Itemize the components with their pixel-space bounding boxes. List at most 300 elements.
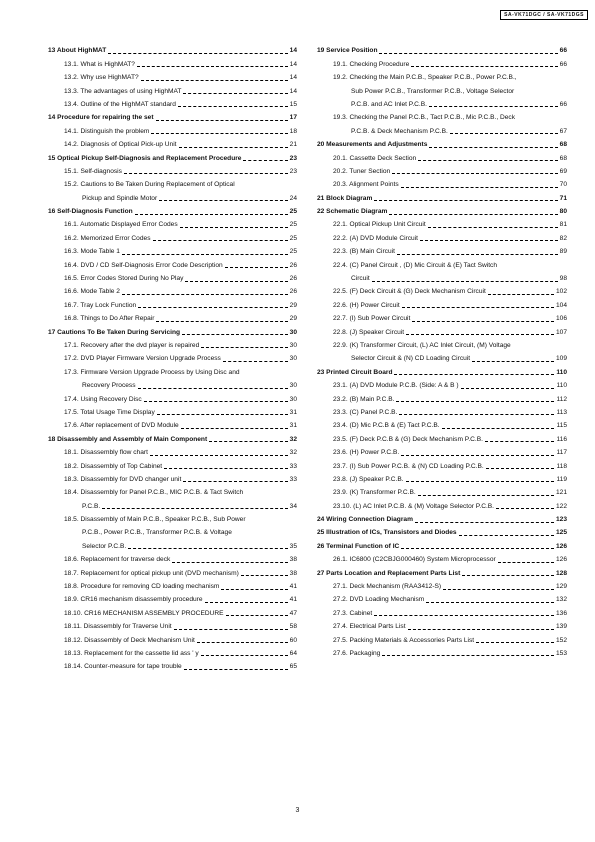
toc-subsection-entry[interactable]: [317, 82, 567, 95]
toc-entry-label: 23.5. (F) Deck P.C.B & (G) Deck Mechanism P.C.B.: [333, 435, 483, 443]
toc-page-number: 128: [555, 569, 567, 577]
toc-entry-label: 13.2. Why use HighMAT?: [64, 74, 139, 82]
toc-leader-line: [225, 267, 288, 268]
toc-entry-label: 18.5. Disassembly of Main P.C.B., Speaker P.C.B., Sub Power: [64, 516, 246, 524]
toc-subsection-entry[interactable]: [317, 55, 567, 68]
toc-entry-label: 27.2. DVD Loading Mechanism: [333, 596, 425, 604]
toc-subsection-entry[interactable]: [317, 350, 567, 363]
toc-page-number: 34: [289, 502, 297, 510]
toc-page-number: 58: [289, 623, 297, 631]
toc-entry-label: 15 Optical Pickup Self-Diagnosis and Replacement Procedure: [48, 154, 242, 162]
toc-entry-label: 19.3. Checking the Panel P.C.B., Tact P.C.B., Mic P.C.B., Deck: [333, 114, 516, 122]
toc-entry-label: 18.11. Disassembly for Traverse Unit: [64, 623, 172, 631]
toc-leader-line: [153, 240, 288, 241]
toc-subsection-entry[interactable]: [48, 377, 297, 390]
toc-subsection-entry[interactable]: [48, 497, 297, 510]
toc-page-number: 33: [289, 475, 297, 483]
toc-subsection-entry[interactable]: [48, 578, 297, 591]
toc-entry-label: 21 Block Diagram: [317, 194, 373, 202]
toc-leader-line: [488, 294, 554, 295]
toc-leader-line: [374, 615, 554, 616]
toc-leader-line: [429, 147, 557, 148]
toc-page-number: 35: [289, 542, 297, 550]
toc-entry-label: 18.1. Disassembly flow chart: [64, 449, 148, 457]
toc-entry-label: Sub Power P.C.B., Transformer P.C.B., Voltage Selector: [351, 87, 515, 95]
toc-entry-label: 18.6. Replacement for traverse deck: [64, 556, 171, 564]
toc-page-number: 104: [555, 301, 567, 309]
toc-section-entry[interactable]: [48, 42, 297, 55]
toc-leader-line: [138, 388, 288, 389]
toc-subsection-entry[interactable]: [48, 551, 297, 564]
toc-page-number: 112: [556, 395, 567, 403]
toc-page-number: 23: [289, 154, 297, 162]
toc-subsection-entry[interactable]: [317, 390, 567, 403]
toc-leader-line: [411, 66, 557, 67]
toc-subsection-entry[interactable]: [48, 350, 297, 363]
toc-page-number: 68: [559, 154, 567, 162]
toc-leader-line: [429, 106, 558, 107]
toc-page-number: 38: [289, 556, 297, 564]
toc-entry-label: 13 About HighMAT: [48, 47, 107, 55]
toc-page-number: 26: [289, 275, 297, 283]
toc-subsection-entry[interactable]: [317, 176, 567, 189]
toc-subsection-entry[interactable]: [317, 645, 567, 658]
toc-page-number: 126: [555, 556, 567, 564]
toc-leader-line: [476, 642, 554, 643]
toc-leader-line: [442, 428, 555, 429]
toc-entry-label: Selector P.C.B.: [82, 542, 127, 550]
toc-section-entry[interactable]: [48, 430, 297, 443]
toc-entry-label: 15.1. Self-diagnosis: [64, 167, 122, 175]
toc-section-entry[interactable]: [48, 109, 297, 122]
toc-leader-line: [183, 93, 287, 94]
toc-page-number: 33: [289, 462, 297, 470]
toc-subsection-entry[interactable]: [48, 163, 297, 176]
toc-subsection-entry[interactable]: [48, 270, 297, 283]
toc-page-number: 117: [556, 449, 567, 457]
toc-page-number: 98: [559, 275, 567, 283]
toc-entry-label: 22.5. (F) Deck Circuit & (G) Deck Mechanism Circuit: [333, 288, 486, 296]
toc-subsection-entry[interactable]: [48, 631, 297, 644]
toc-subsection-entry[interactable]: [317, 417, 567, 430]
toc-subsection-entry[interactable]: [317, 591, 567, 604]
toc-entry-label: 22.3. (B) Main Circuit: [333, 248, 395, 256]
toc-entry-label: 27.6. Packaging: [333, 649, 381, 657]
toc-entry-label: 20.3. Alignment Points: [333, 181, 399, 189]
toc-section-entry[interactable]: [317, 189, 567, 202]
toc-page-number: 65: [289, 663, 297, 671]
toc-entry-label: 16.4. DVD / CD Self-Diagnosis Error Code Description: [64, 261, 223, 269]
toc-subsection-entry[interactable]: [48, 96, 297, 109]
toc-subsection-entry[interactable]: [48, 82, 297, 95]
toc-subsection-entry[interactable]: [317, 404, 567, 417]
toc-subsection-entry[interactable]: [317, 310, 567, 323]
toc-entry-label: 23.6. (H) Power P.C.B.: [333, 449, 400, 457]
toc-subsection-entry[interactable]: [48, 658, 297, 671]
toc-page-number: 24: [289, 194, 297, 202]
toc-subsection-entry[interactable]: [48, 310, 297, 323]
toc-leader-line: [401, 548, 554, 549]
toc-page-number: 23: [289, 167, 297, 175]
toc-leader-line: [178, 106, 288, 107]
toc-leader-line: [102, 508, 287, 509]
toc-page-number: 29: [289, 315, 297, 323]
toc-leader-line: [174, 629, 288, 630]
toc-subsection-entry[interactable]: [48, 136, 297, 149]
toc-page-number: 110: [556, 382, 567, 390]
toc-entry-label: 18.4. Disassembly for Panel P.C.B., MIC P.C.B. & Tact Switch: [64, 489, 244, 497]
toc-entry-label: 22.4. (C) Panel Circuit , (D) Mic Circuit & (E) Tact Switch: [333, 261, 498, 269]
toc-page-number: 18: [289, 127, 297, 135]
toc-subsection-entry[interactable]: [317, 337, 567, 350]
toc-leader-line: [462, 575, 554, 576]
toc-entry-label: 19.1. Checking Procedure: [333, 60, 410, 68]
toc-entry-label: 13.4. Outline of the HighMAT standard: [64, 100, 176, 108]
toc-entry-label: 13.1. What is HighMAT?: [64, 60, 135, 68]
toc-entry-label: 18.9. CR16 mechanism disassembly procedure: [64, 596, 203, 604]
toc-page-number: 32: [289, 449, 297, 457]
toc-leader-line: [396, 401, 554, 402]
toc-subsection-entry[interactable]: [48, 404, 297, 417]
toc-leader-line: [406, 334, 554, 335]
toc-page-number: 14: [289, 87, 297, 95]
toc-page-number: 17: [289, 114, 297, 122]
toc-subsection-entry[interactable]: [317, 109, 567, 122]
toc-entry-label: 17.1. Recovery after the dvd player is repaired: [64, 341, 200, 349]
toc-page-number: 14: [289, 47, 297, 55]
toc-leader-line: [496, 508, 554, 509]
toc-page-number: 110: [556, 368, 567, 376]
toc-page-number: 153: [555, 649, 567, 657]
toc-subsection-entry[interactable]: [317, 618, 567, 631]
toc-subsection-entry[interactable]: [48, 618, 297, 631]
toc-entry-label: 27.4. Electrical Parts List: [333, 623, 406, 631]
toc-entry-label: 16.7. Tray Lock Function: [64, 301, 137, 309]
toc-page-number: 109: [555, 355, 567, 363]
toc-page-number: 38: [289, 569, 297, 577]
toc-subsection-entry[interactable]: [317, 484, 567, 497]
toc-leader-line: [144, 401, 288, 402]
toc-page-number: 26: [289, 261, 297, 269]
toc-subsection-entry[interactable]: [48, 69, 297, 82]
toc-entry-label: 18.12. Disassembly of Deck Mechanism Unit: [64, 636, 195, 644]
toc-subsection-entry[interactable]: [48, 604, 297, 617]
toc-entry-label: 15.2. Cautions to Be Taken During Replacement of Optical: [64, 181, 235, 189]
toc-leader-line: [450, 133, 558, 134]
toc-subsection-entry[interactable]: [317, 163, 567, 176]
toc-section-entry[interactable]: [48, 323, 297, 336]
toc-subsection-entry[interactable]: [48, 457, 297, 470]
toc-entry-label: 22.9. (K) Transformer Circuit, (L) AC Inlet Circuit, (M) Voltage: [333, 341, 511, 349]
toc-entry-label: 17 Cautions To Be Taken During Servicing: [48, 328, 181, 336]
toc-leader-line: [181, 428, 288, 429]
toc-page-number: 125: [555, 529, 567, 537]
toc-subsection-entry[interactable]: [48, 176, 297, 189]
toc-subsection-entry[interactable]: [317, 149, 567, 162]
toc-leader-line: [379, 53, 557, 54]
toc-subsection-entry[interactable]: [317, 270, 567, 283]
toc-page-number: 30: [289, 341, 297, 349]
toc-section-entry[interactable]: [317, 42, 567, 55]
toc-leader-line: [401, 187, 558, 188]
toc-subsection-entry[interactable]: [48, 296, 297, 309]
toc-page-number: 121: [555, 489, 567, 497]
toc-subsection-entry[interactable]: [48, 524, 297, 537]
toc-page-number: 31: [289, 408, 297, 416]
toc-entry-label: 22 Schematic Diagram: [317, 208, 388, 216]
toc-subsection-entry[interactable]: [317, 283, 567, 296]
toc-leader-line: [498, 562, 554, 563]
toc-leader-line: [443, 589, 554, 590]
toc-leader-line: [406, 481, 555, 482]
toc-subsection-entry[interactable]: [317, 551, 567, 564]
toc-leader-line: [412, 321, 554, 322]
toc-subsection-entry[interactable]: [317, 69, 567, 82]
toc-entry-label: 18.14. Counter-measure for tape trouble: [64, 663, 182, 671]
toc-leader-line: [382, 655, 554, 656]
toc-page-number: 66: [559, 60, 567, 68]
toc-leader-line: [184, 669, 288, 670]
toc-page-number: 123: [555, 516, 567, 524]
toc-entry-label: 17.2. DVD Player Firmware Version Upgrade Process: [64, 355, 221, 363]
toc-entry-label: P.C.B., Power P.C.B., Transformer P.C.B. & Voltage: [82, 529, 232, 537]
toc-page-number: 119: [556, 475, 567, 483]
toc-entry-label: 18 Disassembly and Assembly of Main Component: [48, 435, 208, 443]
toc-page-number: 89: [559, 248, 567, 256]
toc-leader-line: [137, 66, 288, 67]
toc-subsection-entry[interactable]: [317, 229, 567, 242]
toc-subsection-entry[interactable]: [317, 604, 567, 617]
toc-leader-line: [124, 173, 288, 174]
toc-page-number: 113: [556, 408, 567, 416]
toc-subsection-entry[interactable]: [317, 430, 567, 443]
toc-leader-line: [183, 481, 287, 482]
toc-section-entry[interactable]: [317, 136, 567, 149]
toc-subsection-entry[interactable]: [48, 229, 297, 242]
toc-page-number: 25: [289, 208, 297, 216]
toc-section-entry[interactable]: [317, 524, 567, 537]
toc-subsection-entry[interactable]: [48, 216, 297, 229]
toc-entry-label: 22.1. Optical Pickup Unit Circuit: [333, 221, 426, 229]
toc-leader-line: [397, 254, 558, 255]
toc-section-entry[interactable]: [317, 363, 567, 376]
toc-page-number: 21: [289, 141, 297, 149]
toc-entry-label: 17.5. Total Usage Time Display: [64, 408, 155, 416]
toc-entry-label: 23.1. (A) DVD Module P.C.B. (Side: A & B ): [333, 382, 459, 390]
toc-subsection-entry[interactable]: [48, 471, 297, 484]
toc-leader-line: [150, 455, 288, 456]
toc-leader-line: [156, 321, 287, 322]
toc-subsection-entry[interactable]: [317, 471, 567, 484]
toc-entry-label: 20.1. Cassette Deck Section: [333, 154, 417, 162]
toc-subsection-entry[interactable]: [317, 377, 567, 390]
toc-subsection-entry[interactable]: [48, 564, 297, 577]
toc-subsection-entry[interactable]: [317, 243, 567, 256]
toc-page-number: 126: [555, 542, 567, 550]
toc-subsection-entry[interactable]: [317, 444, 567, 457]
model-number-box: SA-VK71DGC / SA-VK71DGS: [500, 10, 588, 20]
toc-subsection-entry[interactable]: [317, 122, 567, 135]
toc-page-number: 139: [555, 623, 567, 631]
toc-leader-line: [243, 160, 287, 161]
toc-left-column: [48, 42, 297, 671]
toc-page-number: 132: [555, 596, 567, 604]
toc-leader-line: [418, 495, 554, 496]
toc-page-number: 68: [559, 141, 567, 149]
toc-leader-line: [221, 589, 287, 590]
toc-subsection-entry[interactable]: [317, 578, 567, 591]
toc-page-number: 106: [555, 315, 567, 323]
toc-entry-label: 20 Measurements and Adjustments: [317, 141, 428, 149]
toc-entry-label: 27 Parts Location and Replacement Parts List: [317, 569, 461, 577]
toc-page-number: 118: [556, 462, 567, 470]
toc-entry-label: 14.1. Distinguish the problem: [64, 127, 150, 135]
toc-leader-line: [374, 200, 557, 201]
toc-leader-line: [135, 214, 288, 215]
toc-leader-line: [197, 642, 288, 643]
toc-page-number: 66: [559, 100, 567, 108]
toc-section-entry[interactable]: [48, 203, 297, 216]
toc-entry-label: 23.3. (C) Panel P.C.B.: [333, 408, 398, 416]
toc-subsection-entry[interactable]: [317, 256, 567, 269]
toc-subsection-entry[interactable]: [48, 337, 297, 350]
toc-entry-label: P.C.B. and AC Inlet P.C.B.: [351, 100, 427, 108]
toc-subsection-entry[interactable]: [317, 216, 567, 229]
toc-subsection-entry[interactable]: [48, 444, 297, 457]
toc-entry-label: 23 Printed Circuit Board: [317, 368, 393, 376]
toc-entry-label: 17.3. Firmware Version Upgrade Process by Using Disc and: [64, 368, 240, 376]
toc-subsection-entry[interactable]: [317, 96, 567, 109]
toc-entry-label: 14.2. Diagnosis of Optical Pick-up Unit: [64, 141, 177, 149]
toc-entry-label: 16 Self-Diagnosis Function: [48, 208, 133, 216]
toc-entry-label: 18.3. Disassembly for DVD changer unit: [64, 475, 182, 483]
toc-subsection-entry[interactable]: [48, 537, 297, 550]
toc-page-number: 64: [289, 649, 297, 657]
toc-entry-label: 22.6. (H) Power Circuit: [333, 301, 400, 309]
toc-section-entry[interactable]: [317, 564, 567, 577]
toc-page-number: 82: [559, 234, 567, 242]
toc-subsection-entry[interactable]: [48, 283, 297, 296]
toc-section-entry[interactable]: [317, 511, 567, 524]
toc-entry-label: 17.4. Using Recovery Disc: [64, 395, 142, 403]
toc-page-number: 60: [289, 636, 297, 644]
toc-subsection-entry[interactable]: [48, 256, 297, 269]
toc-subsection-entry[interactable]: [48, 390, 297, 403]
toc-subsection-entry[interactable]: [48, 122, 297, 135]
toc-subsection-entry[interactable]: [48, 645, 297, 658]
toc-entry-label: 17.6. After replacement of DVD Module: [64, 422, 179, 430]
toc-leader-line: [426, 602, 554, 603]
toc-subsection-entry[interactable]: [317, 497, 567, 510]
toc-entry-label: 16.3. Mode Table 1: [64, 248, 120, 256]
toc-leader-line: [201, 655, 288, 656]
toc-page-number: 71: [559, 194, 567, 202]
toc-entry-label: 27.3. Cabinet: [333, 609, 373, 617]
toc-entry-label: P.C.B.: [82, 502, 101, 510]
toc-entry-label: 24 Wiring Connection Diagram: [317, 516, 413, 524]
toc-subsection-entry[interactable]: [48, 484, 297, 497]
toc-entry-label: 18.2. Disassembly of Top Cabinet: [64, 462, 163, 470]
toc-section-entry[interactable]: [317, 203, 567, 216]
toc-subsection-entry[interactable]: [317, 296, 567, 309]
toc-section-entry[interactable]: [48, 149, 297, 162]
toc-entry-label: 22.2. (A) DVD Module Circuit: [333, 234, 419, 242]
toc-page-number: 136: [555, 609, 567, 617]
toc-page-number: 102: [555, 288, 567, 296]
toc-leader-line: [157, 414, 288, 415]
toc-leader-line: [172, 562, 287, 563]
toc-leader-line: [209, 441, 288, 442]
toc-page-number: 69: [559, 167, 567, 175]
toc-page-number: 30: [289, 328, 297, 336]
toc-page-number: 122: [555, 502, 567, 510]
toc-entry-label: 22.8. (J) Speaker Circuit: [333, 328, 405, 336]
toc-subsection-entry[interactable]: [48, 189, 297, 202]
toc-entry-label: 26 Terminal Function of IC: [317, 542, 400, 550]
page-number: 3: [295, 807, 300, 814]
toc-subsection-entry[interactable]: [317, 457, 567, 470]
toc-entry-label: 19 Service Position: [317, 47, 378, 55]
toc-entry-label: 23.7. (I) Sub Power P.C.B. & (N) CD Loading P.C.B.: [333, 462, 484, 470]
toc-leader-line: [223, 361, 288, 362]
toc-leader-line: [122, 294, 288, 295]
toc-leader-line: [389, 214, 557, 215]
toc-leader-line: [156, 120, 288, 121]
toc-subsection-entry[interactable]: [48, 417, 297, 430]
toc-leader-line: [408, 629, 554, 630]
toc-subsection-entry[interactable]: [48, 363, 297, 376]
toc-leader-line: [486, 468, 555, 469]
toc-leader-line: [399, 414, 554, 415]
toc-entry-label: 23.4. (D) Mic P.C.B & (E) Tact P.C.B.: [333, 422, 440, 430]
toc-leader-line: [459, 535, 554, 536]
toc-entry-label: 16.8. Things to Do After Repair: [64, 315, 155, 323]
toc-entry-label: 27.5. Packing Materials & Accessories Parts List: [333, 636, 475, 644]
toc-page-number: 25: [289, 248, 297, 256]
toc-subsection-entry[interactable]: [48, 511, 297, 524]
toc-entry-label: 23.8. (J) Speaker P.C.B.: [333, 475, 404, 483]
toc-page-number: 14: [289, 60, 297, 68]
toc-page-number: 129: [555, 583, 567, 591]
toc-page-number: 152: [555, 636, 567, 644]
toc-subsection-entry[interactable]: [48, 55, 297, 68]
toc-leader-line: [159, 200, 288, 201]
toc-leader-line: [392, 173, 557, 174]
toc-section-entry[interactable]: [317, 537, 567, 550]
toc-page-number: 116: [556, 435, 567, 443]
toc-leader-line: [182, 334, 288, 335]
toc-subsection-entry[interactable]: [317, 323, 567, 336]
toc-leader-line: [402, 307, 554, 308]
toc-subsection-entry[interactable]: [48, 591, 297, 604]
toc-leader-line: [201, 347, 287, 348]
toc-leader-line: [151, 133, 287, 134]
toc-entry-label: 26.1. IC6800 (C2CBJG000460) System Microprocessor: [333, 556, 496, 564]
toc-leader-line: [138, 307, 287, 308]
toc-subsection-entry[interactable]: [48, 243, 297, 256]
toc-page-number: 29: [289, 301, 297, 309]
toc-page-number: 67: [559, 127, 567, 135]
toc-leader-line: [415, 522, 554, 523]
toc-entry-label: 18.13. Replacement for the cassette lid ass ' y: [64, 649, 199, 657]
toc-subsection-entry[interactable]: [317, 631, 567, 644]
toc-page-number: 41: [289, 583, 297, 591]
toc-page-number: 14: [289, 74, 297, 82]
toc-leader-line: [226, 615, 288, 616]
toc-page-number: 30: [289, 395, 297, 403]
toc-entry-label: 27.1. Deck Mechanism (RAA3412-S): [333, 583, 442, 591]
toc-entry-label: 16.1. Automatic Displayed Error Codes: [64, 221, 178, 229]
